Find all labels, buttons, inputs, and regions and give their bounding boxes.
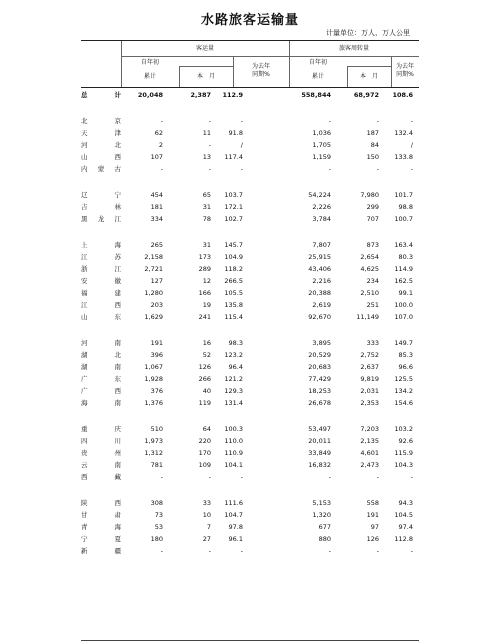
table-cell: 96.4 bbox=[228, 363, 243, 371]
table-row bbox=[81, 276, 419, 286]
table-cell: 880 bbox=[318, 535, 331, 543]
table-cell: 20,048 bbox=[137, 91, 163, 99]
table-cell: 1,159 bbox=[312, 153, 331, 161]
table-row bbox=[81, 350, 419, 360]
header-rule bbox=[121, 56, 419, 57]
table-cell: 110.9 bbox=[224, 449, 243, 457]
table-cell: 4,601 bbox=[360, 449, 379, 457]
table-cell: 2,510 bbox=[360, 289, 379, 297]
table-cell: 107.0 bbox=[394, 313, 413, 321]
table-cell: 92,670 bbox=[308, 313, 331, 321]
table-cell: 2,473 bbox=[360, 461, 379, 469]
table-cell: 173 bbox=[198, 253, 211, 261]
row-label: 内蒙古 bbox=[81, 165, 121, 173]
table-cell: - bbox=[410, 547, 413, 555]
table-cell: 2,226 bbox=[312, 203, 331, 211]
table-cell: 2,619 bbox=[312, 301, 331, 309]
row-label: 重庆 bbox=[81, 425, 121, 433]
row-label: 浙江 bbox=[81, 265, 121, 273]
table-row bbox=[81, 300, 419, 310]
table-cell: 2,387 bbox=[190, 91, 211, 99]
table-row bbox=[81, 498, 419, 508]
table-cell: 102.7 bbox=[224, 215, 243, 223]
col-month: 本 月 bbox=[359, 73, 378, 80]
row-label: 宁夏 bbox=[81, 535, 121, 543]
table-cell: 100.0 bbox=[394, 301, 413, 309]
table-row bbox=[81, 448, 419, 458]
table-cell: - bbox=[328, 473, 331, 481]
table-row bbox=[81, 164, 419, 174]
table-cell: 33,849 bbox=[308, 449, 331, 457]
table-cell: 163.4 bbox=[394, 241, 413, 249]
table-cell: 7 bbox=[206, 523, 211, 531]
table-cell: 7,807 bbox=[312, 241, 331, 249]
table-cell: 149.7 bbox=[394, 339, 413, 347]
table-cell: 96.1 bbox=[228, 535, 243, 543]
table-cell: 3,895 bbox=[312, 339, 331, 347]
col-yoy-top: 为去年 bbox=[395, 63, 414, 70]
table-cell: - bbox=[160, 547, 163, 555]
table-cell: 103.7 bbox=[224, 191, 243, 199]
table-cell: 127 bbox=[150, 277, 163, 285]
table-cell: 135.8 bbox=[224, 301, 243, 309]
table-cell: 172.1 bbox=[224, 203, 243, 211]
table-cell: 104.3 bbox=[394, 461, 413, 469]
group-passenger-turnover: 旅客周转量 bbox=[338, 45, 369, 52]
header-rule bbox=[347, 66, 391, 67]
table-cell: 289 bbox=[198, 265, 211, 273]
table-cell: 145.7 bbox=[224, 241, 243, 249]
table-cell: / bbox=[240, 141, 243, 149]
table-row bbox=[81, 424, 419, 434]
table-cell: 84 bbox=[370, 141, 379, 149]
table-cell: 25,915 bbox=[308, 253, 331, 261]
table-cell: 104.7 bbox=[224, 511, 243, 519]
row-label: 广东 bbox=[81, 375, 121, 383]
table-cell: 1,705 bbox=[312, 141, 331, 149]
table-row bbox=[81, 190, 419, 200]
table-cell: 104.9 bbox=[224, 253, 243, 261]
table-cell: - bbox=[208, 473, 211, 481]
table-cell: 180 bbox=[150, 535, 163, 543]
table-row bbox=[81, 472, 419, 482]
table-cell: 129.3 bbox=[224, 387, 243, 395]
table-cell: 108.6 bbox=[392, 91, 413, 99]
table-cell: - bbox=[160, 473, 163, 481]
table-cell: 1,312 bbox=[144, 449, 163, 457]
table-cell: - bbox=[208, 165, 211, 173]
table-cell: 7,980 bbox=[360, 191, 379, 199]
col-yoy-bot: 同期% bbox=[396, 71, 414, 78]
table-cell: 115.4 bbox=[224, 313, 243, 321]
table-cell: 203 bbox=[150, 301, 163, 309]
row-label: 天津 bbox=[81, 129, 121, 137]
table-cell: 2,637 bbox=[360, 363, 379, 371]
table-cell: 2,158 bbox=[144, 253, 163, 261]
table-header bbox=[81, 40, 419, 88]
table-cell: 266.5 bbox=[224, 277, 243, 285]
row-label: 西藏 bbox=[81, 473, 121, 481]
table-cell: 19 bbox=[202, 301, 211, 309]
table-row bbox=[81, 264, 419, 274]
table-row bbox=[81, 128, 419, 138]
table-row bbox=[81, 240, 419, 250]
row-label: 江西 bbox=[81, 301, 121, 309]
table-cell: 97.4 bbox=[398, 523, 413, 531]
table-cell: 26,678 bbox=[308, 399, 331, 407]
table-row bbox=[81, 312, 419, 322]
table-cell: 103.2 bbox=[394, 425, 413, 433]
table-cell: 54,224 bbox=[308, 191, 331, 199]
row-label: 江苏 bbox=[81, 253, 121, 261]
table-row bbox=[81, 436, 419, 446]
table-cell: 16,832 bbox=[308, 461, 331, 469]
table-cell: 2,654 bbox=[360, 253, 379, 261]
table-cell: 166 bbox=[198, 289, 211, 297]
table-cell: - bbox=[376, 117, 379, 125]
col-yoy-top: 为去年 bbox=[251, 63, 270, 70]
table-cell: 132.4 bbox=[394, 129, 413, 137]
table-cell: 191 bbox=[150, 339, 163, 347]
table-cell: 126 bbox=[198, 363, 211, 371]
row-label: 吉林 bbox=[81, 203, 121, 211]
table-cell: 162.5 bbox=[394, 277, 413, 285]
table-cell: 96.6 bbox=[398, 363, 413, 371]
table-cell: 2,135 bbox=[360, 437, 379, 445]
table-cell: 1,973 bbox=[144, 437, 163, 445]
table-cell: - bbox=[376, 165, 379, 173]
table-cell: 873 bbox=[366, 241, 379, 249]
table-cell: - bbox=[208, 117, 211, 125]
table-row bbox=[81, 460, 419, 470]
row-label: 河北 bbox=[81, 141, 121, 149]
row-label: 云南 bbox=[81, 461, 121, 469]
table-cell: 558 bbox=[366, 499, 379, 507]
table-cell: 20,388 bbox=[308, 289, 331, 297]
unit-note: 计量单位：万人、万人公里 bbox=[326, 29, 410, 37]
table-row bbox=[81, 522, 419, 532]
row-label: 黑龙江 bbox=[81, 215, 121, 223]
table-row bbox=[81, 202, 419, 212]
table-cell: 99.1 bbox=[398, 289, 413, 297]
table-cell: 53 bbox=[154, 523, 163, 531]
table-cell: 170 bbox=[198, 449, 211, 457]
table-cell: 31 bbox=[202, 241, 211, 249]
table-cell: 558,844 bbox=[301, 91, 331, 99]
row-label: 辽宁 bbox=[81, 191, 121, 199]
table-cell: 91.8 bbox=[228, 129, 243, 137]
table-cell: / bbox=[410, 141, 413, 149]
header-rule bbox=[179, 66, 233, 67]
table-cell: - bbox=[410, 473, 413, 481]
table-cell: 115.9 bbox=[394, 449, 413, 457]
table-cell: 92.6 bbox=[398, 437, 413, 445]
table-cell: - bbox=[410, 165, 413, 173]
row-label: 总计 bbox=[81, 91, 121, 99]
table-cell: 707 bbox=[366, 215, 379, 223]
table-cell: 77,429 bbox=[308, 375, 331, 383]
table-cell: 7,203 bbox=[360, 425, 379, 433]
table-cell: 1,376 bbox=[144, 399, 163, 407]
row-label: 贵州 bbox=[81, 449, 121, 457]
table-row bbox=[81, 534, 419, 544]
table-cell: 118.2 bbox=[224, 265, 243, 273]
table-cell: 251 bbox=[366, 301, 379, 309]
table-row bbox=[81, 116, 419, 126]
row-label: 广西 bbox=[81, 387, 121, 395]
table-cell: 18,253 bbox=[308, 387, 331, 395]
table-cell: 2,353 bbox=[360, 399, 379, 407]
row-label: 上海 bbox=[81, 241, 121, 249]
table-cell: 133.8 bbox=[394, 153, 413, 161]
table-cell: - bbox=[208, 547, 211, 555]
table-cell: 181 bbox=[150, 203, 163, 211]
table-cell: 5,153 bbox=[312, 499, 331, 507]
table-cell: 107 bbox=[150, 153, 163, 161]
table-cell: 154.6 bbox=[394, 399, 413, 407]
table-cell: 1,629 bbox=[144, 313, 163, 321]
table-cell: 121.2 bbox=[224, 375, 243, 383]
table-row bbox=[81, 140, 419, 150]
table-cell: 65 bbox=[202, 191, 211, 199]
table-cell: 2,031 bbox=[360, 387, 379, 395]
table-cell: 68,972 bbox=[353, 91, 379, 99]
row-label: 安徽 bbox=[81, 277, 121, 285]
table-cell: 150 bbox=[366, 153, 379, 161]
table-cell: 234 bbox=[366, 277, 379, 285]
table-cell: 117.4 bbox=[224, 153, 243, 161]
table-cell: 123.2 bbox=[224, 351, 243, 359]
table-row bbox=[81, 338, 419, 348]
row-label: 陕西 bbox=[81, 499, 121, 507]
table-cell: - bbox=[240, 165, 243, 173]
table-cell: 2,721 bbox=[144, 265, 163, 273]
table-cell: 110.0 bbox=[224, 437, 243, 445]
table-title: 水路旅客运输量 bbox=[200, 13, 299, 28]
table-cell: 111.6 bbox=[224, 499, 243, 507]
table-cell: 220 bbox=[198, 437, 211, 445]
table-cell: 104.5 bbox=[394, 511, 413, 519]
table-cell: 10 bbox=[202, 511, 211, 519]
table-row bbox=[81, 374, 419, 384]
table-cell: 100.3 bbox=[224, 425, 243, 433]
table-cell: 40 bbox=[202, 387, 211, 395]
row-label: 甘肃 bbox=[81, 511, 121, 519]
table-cell: 1,928 bbox=[144, 375, 163, 383]
table-cell: 241 bbox=[198, 313, 211, 321]
table-row bbox=[81, 152, 419, 162]
col-cum-bot: 累计 bbox=[311, 73, 324, 80]
col-month: 本 月 bbox=[196, 73, 215, 80]
table-row bbox=[81, 510, 419, 520]
table-cell: 16 bbox=[202, 339, 211, 347]
table-cell: 85.3 bbox=[398, 351, 413, 359]
table-cell: - bbox=[160, 117, 163, 125]
table-cell: 97.8 bbox=[228, 523, 243, 531]
row-label: 四川 bbox=[81, 437, 121, 445]
table-cell: - bbox=[376, 473, 379, 481]
table-bottom-rule bbox=[81, 640, 419, 641]
table-cell: 1,067 bbox=[144, 363, 163, 371]
table-cell: 781 bbox=[150, 461, 163, 469]
table-cell: 100.7 bbox=[394, 215, 413, 223]
table-row bbox=[81, 252, 419, 262]
table-cell: 73 bbox=[154, 511, 163, 519]
table-cell: 134.2 bbox=[394, 387, 413, 395]
table-cell: 308 bbox=[150, 499, 163, 507]
table-cell: 80.3 bbox=[398, 253, 413, 261]
table-cell: 112.8 bbox=[394, 535, 413, 543]
table-cell: 11,149 bbox=[356, 313, 379, 321]
table-row bbox=[81, 398, 419, 408]
table-cell: 27 bbox=[202, 535, 211, 543]
table-cell: 53,497 bbox=[308, 425, 331, 433]
table-cell: 98.8 bbox=[398, 203, 413, 211]
table-cell: - bbox=[376, 547, 379, 555]
table-cell: 43,406 bbox=[308, 265, 331, 273]
table-cell: 396 bbox=[150, 351, 163, 359]
table-cell: 114.9 bbox=[394, 265, 413, 273]
table-cell: 191 bbox=[366, 511, 379, 519]
table-cell: - bbox=[160, 165, 163, 173]
table-cell: 78 bbox=[202, 215, 211, 223]
table-cell: 510 bbox=[150, 425, 163, 433]
row-label: 山西 bbox=[81, 153, 121, 161]
row-label: 湖北 bbox=[81, 351, 121, 359]
table-cell: - bbox=[240, 117, 243, 125]
row-label: 北京 bbox=[81, 117, 121, 125]
table-cell: 13 bbox=[202, 153, 211, 161]
col-cum-top: 自年初 bbox=[140, 59, 159, 66]
table-cell: 1,280 bbox=[144, 289, 163, 297]
row-label: 山东 bbox=[81, 313, 121, 321]
table-row bbox=[81, 546, 419, 556]
table-cell: 104.1 bbox=[224, 461, 243, 469]
table-cell: 9,819 bbox=[360, 375, 379, 383]
table-cell: 131.4 bbox=[224, 399, 243, 407]
col-cum-bot: 累计 bbox=[143, 73, 156, 80]
table-cell: 97 bbox=[370, 523, 379, 531]
table-cell: 1,320 bbox=[312, 511, 331, 519]
row-label: 福建 bbox=[81, 289, 121, 297]
table-cell: 62 bbox=[154, 129, 163, 137]
table-cell: 266 bbox=[198, 375, 211, 383]
table-cell: - bbox=[240, 547, 243, 555]
row-label: 海南 bbox=[81, 399, 121, 407]
table-cell: 109 bbox=[198, 461, 211, 469]
table-row bbox=[81, 90, 419, 100]
table-cell: - bbox=[328, 547, 331, 555]
group-passenger-volume: 客运量 bbox=[195, 45, 214, 52]
table-cell: 265 bbox=[150, 241, 163, 249]
row-label: 河南 bbox=[81, 339, 121, 347]
table-row bbox=[81, 214, 419, 224]
table-cell: 333 bbox=[366, 339, 379, 347]
col-yoy-bot: 同期% bbox=[252, 71, 270, 78]
col-cum-top: 自年初 bbox=[308, 59, 327, 66]
table-cell: 101.7 bbox=[394, 191, 413, 199]
table-cell: 105.5 bbox=[224, 289, 243, 297]
table-cell: 64 bbox=[202, 425, 211, 433]
table-cell: 31 bbox=[202, 203, 211, 211]
table-cell: 12 bbox=[202, 277, 211, 285]
table-cell: 334 bbox=[150, 215, 163, 223]
table-cell: 1,036 bbox=[312, 129, 331, 137]
table-cell: 376 bbox=[150, 387, 163, 395]
table-cell: 119 bbox=[198, 399, 211, 407]
row-label: 新疆 bbox=[81, 547, 121, 555]
table-cell: 20,011 bbox=[308, 437, 331, 445]
table-row bbox=[81, 288, 419, 298]
table-cell: - bbox=[328, 165, 331, 173]
table-cell: 2 bbox=[158, 141, 163, 149]
table-cell: - bbox=[410, 117, 413, 125]
table-cell: 125.5 bbox=[394, 375, 413, 383]
table-cell: - bbox=[208, 141, 211, 149]
table-cell: 2,752 bbox=[360, 351, 379, 359]
row-label: 湖南 bbox=[81, 363, 121, 371]
table-cell: 126 bbox=[366, 535, 379, 543]
table-cell: 20,529 bbox=[308, 351, 331, 359]
table-cell: 11 bbox=[202, 129, 211, 137]
table-cell: 52 bbox=[202, 351, 211, 359]
table-cell: 94.3 bbox=[398, 499, 413, 507]
row-label: 青海 bbox=[81, 523, 121, 531]
table-cell: 454 bbox=[150, 191, 163, 199]
table-cell: 98.3 bbox=[228, 339, 243, 347]
table-cell: - bbox=[328, 117, 331, 125]
table-cell: 299 bbox=[366, 203, 379, 211]
table-cell: 3,784 bbox=[312, 215, 331, 223]
table-cell: 112.9 bbox=[222, 91, 243, 99]
table-cell: - bbox=[240, 473, 243, 481]
table-cell: 20,683 bbox=[308, 363, 331, 371]
table-cell: 2,216 bbox=[312, 277, 331, 285]
table-cell: 677 bbox=[318, 523, 331, 531]
table-cell: 187 bbox=[366, 129, 379, 137]
table-row bbox=[81, 362, 419, 372]
table-row bbox=[81, 386, 419, 396]
table-cell: 33 bbox=[202, 499, 211, 507]
table-cell: 4,625 bbox=[360, 265, 379, 273]
